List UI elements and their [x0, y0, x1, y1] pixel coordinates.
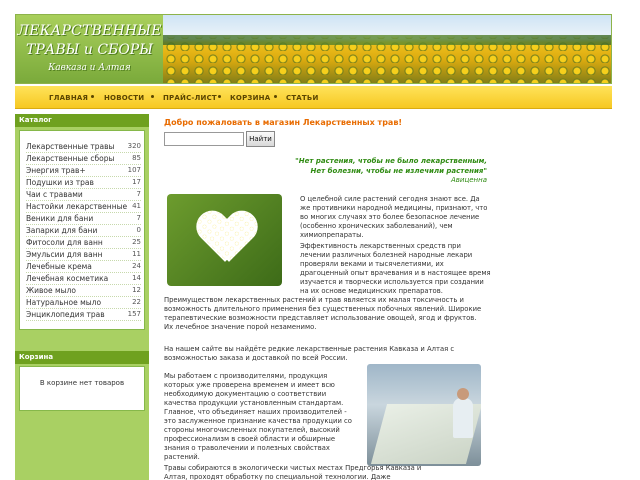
- catalog-item[interactable]: [26, 237, 141, 249]
- catalog-item[interactable]: [26, 261, 141, 273]
- producers-paragraph: Мы работаем с производителями, продукция которых уже проверена временем и имеет всю необходимую документацию о соответствии качества продукции установленным стандартам. Главное, что объединяет наших производителей - это заслуженное признание качества продукции со стороны многочисленных покупателей, высокий профессионализм в своей области и обширные знания о траволечении и полезных свойствах растений.: [164, 372, 352, 461]
- catalog-item-name[interactable]: Лекарственные сборы: [26, 154, 115, 163]
- catalog-item-count: 17: [132, 178, 141, 186]
- search-input[interactable]: [164, 132, 244, 146]
- catalog-item-name[interactable]: Лекарственные травы: [26, 142, 115, 151]
- sidebar: [15, 114, 149, 480]
- site-offer-paragraph: На нашем сайте вы найдёте редкие лекарственные растения Кавказа и Алтая с возможностью заказа и доставкой по всей России.: [164, 345, 455, 362]
- nav-separator-dot: [218, 95, 221, 98]
- search-button[interactable]: Найти: [246, 131, 275, 147]
- advantages-paragraph: Преимуществом лекарственных растений и трав является их малая токсичность и возможность длительного применения без существенных побочных явлений. Широкие терапевтические возможности представляет использование овощей, ягод и фруктов. Их лечебное значение порой незаменимо.: [164, 296, 482, 331]
- catalog-item-name[interactable]: Настойки лекарственные: [26, 202, 128, 211]
- catalog-item-name[interactable]: Запарки для бани: [26, 226, 98, 235]
- cart-box: [19, 366, 145, 411]
- catalog-item-name[interactable]: Живое мыло: [26, 286, 76, 295]
- catalog-item-name[interactable]: Лечебные крема: [26, 262, 92, 271]
- cart-empty-message: В корзине нет товаров: [39, 379, 125, 387]
- nav-price-list[interactable]: ПРАЙС-ЛИСТ: [163, 94, 217, 102]
- main-navigation: [15, 86, 612, 109]
- logo-line-3: Кавказа и Алтая: [48, 63, 131, 73]
- catalog-item-name[interactable]: Веники для бани: [26, 214, 94, 223]
- catalog-item-count: 320: [127, 142, 141, 150]
- catalog-item[interactable]: [26, 249, 141, 261]
- catalog-item[interactable]: [26, 225, 141, 237]
- catalog-item-count: 0: [136, 226, 141, 234]
- quote: [287, 156, 487, 176]
- quote-line-2: Нет болезни, чтобы не излечили растения": [310, 167, 487, 175]
- catalog-item[interactable]: [26, 297, 141, 309]
- catalog-item[interactable]: [26, 213, 141, 225]
- logo-line-1: ЛЕКАРСТВЕННЫЕ: [17, 23, 162, 39]
- welcome-heading: Добро пожаловать в магазин Лекарственных трав!: [164, 118, 403, 127]
- catalog-item-count: 41: [132, 202, 141, 210]
- nav-separator-dot: [151, 95, 154, 98]
- catalog-item-count: 22: [132, 298, 141, 306]
- catalog-item-name[interactable]: Эмульсии для ванн: [26, 250, 103, 259]
- catalog-item-name[interactable]: Чаи с травами: [26, 190, 83, 199]
- nav-separator-dot: [274, 95, 277, 98]
- catalog-item[interactable]: [26, 153, 141, 165]
- catalog-item-name[interactable]: Натуральное мыло: [26, 298, 102, 307]
- intro-paragraph: О целебной силе растений сегодня знают все. Да же противники народной медицины, признают, что во многих случаях это более безопасное лечение (особенно хронических заболеваний), чем химиопрепараты.: [300, 195, 488, 239]
- catalog-item-count: 11: [132, 250, 141, 258]
- nav-articles[interactable]: СТАТЬИ: [286, 94, 319, 102]
- catalog-item[interactable]: [26, 309, 141, 321]
- catalog-item-count: 157: [127, 310, 141, 318]
- catalog-item-count: 7: [136, 190, 141, 198]
- effectiveness-paragraph: Эффективность лекарственных средств при лечении различных болезней народные лекари проверяли веками и тысячелетиями, их драгоценный опыт врачевания и в настоящее время изучается и творчески используется при создании на их основе медицинских препаратов.: [300, 242, 491, 295]
- collection-paragraph: Травы собираются в экологически чистых местах Предгорья Кавказа и Алтая, проходят обработку по специальной технологии. Даже: [164, 464, 422, 480]
- catalog-item[interactable]: [26, 165, 141, 177]
- catalog-item[interactable]: [26, 189, 141, 201]
- nav-news[interactable]: НОВОСТИ: [104, 94, 145, 102]
- catalog-item-count: 25: [132, 238, 141, 246]
- nav-cart[interactable]: КОРЗИНА: [230, 94, 271, 102]
- main-content: [155, 114, 612, 480]
- quote-line-1: "Нет растения, чтобы не было лекарственным,: [295, 157, 487, 165]
- catalog-item[interactable]: [26, 273, 141, 285]
- catalog-item-name[interactable]: Энциклопедия трав: [26, 310, 105, 319]
- catalog-item-name[interactable]: Фитосоли для ванн: [26, 238, 103, 247]
- header-banner: [15, 14, 612, 84]
- site-logo[interactable]: [16, 15, 163, 84]
- catalog-item[interactable]: [26, 141, 141, 153]
- catalog-item-count: 85: [132, 154, 141, 162]
- daisy-heart-image: [167, 194, 282, 286]
- catalog-item-count: 12: [132, 286, 141, 294]
- catalog-item-count: 14: [132, 274, 141, 282]
- sunflower-field-image: [163, 15, 612, 84]
- herb-drying-room-image: [367, 364, 481, 466]
- catalog-item[interactable]: [26, 201, 141, 213]
- nav-separator-dot: [91, 95, 94, 98]
- cart-title: Корзина: [15, 351, 149, 364]
- catalog-item-name[interactable]: Подушки из трав: [26, 178, 94, 187]
- catalog-item-count: 24: [132, 262, 141, 270]
- nav-home[interactable]: ГЛАВНАЯ: [49, 94, 89, 102]
- catalog-item-name[interactable]: Энергия трав+: [26, 166, 86, 175]
- catalog-item[interactable]: [26, 285, 141, 297]
- catalog-item-name[interactable]: Лечебная косметика: [26, 274, 109, 283]
- logo-line-2: ТРАВЫ и СБОРЫ: [25, 42, 153, 58]
- catalog-list: [19, 130, 145, 330]
- catalog-item[interactable]: [26, 177, 141, 189]
- quote-author: Авиценна: [451, 176, 487, 184]
- catalog-item-count: 107: [127, 166, 141, 174]
- catalog-title: Каталог: [15, 114, 149, 127]
- catalog-item-count: 7: [136, 214, 141, 222]
